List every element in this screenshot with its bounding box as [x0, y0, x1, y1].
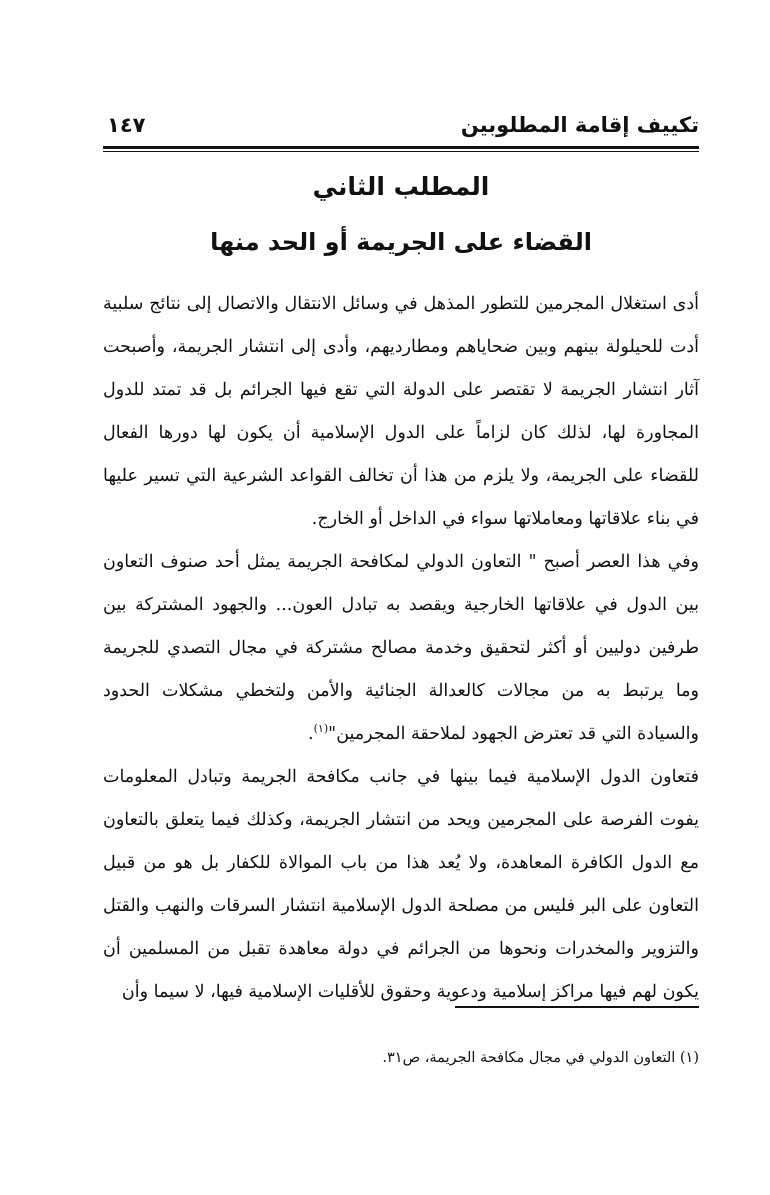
paragraph-1: أدى استغلال المجرمين للتطور المذهل في وسائل الانتقال والاتصال إلى نتائج سلبية أدت للحيلولة بينهم وبين ضحاياهم ومطارديهم، وأدى إلى انتشار الجريمة، وأصبحت آثار انتشار الجريمة لا تقتصر على الدولة التي تقع فيها الجرائم بل قد تمتد للدول المجاورة لها، لذلك كان لزاماً على الدول الإسلامية أن يكون لها دورها الفعال للقضاء على الجريمة، ولا يلزم من هذا أن تخالف القواعد الشرعية التي تسير عليها في بناء علاقاتها ومعاملاتها سواء في الداخل أو الخارج. [103, 294, 699, 529]
header-rule [103, 146, 699, 149]
footnote-reference[interactable]: (١) [313, 722, 329, 736]
page-number: ١٤٧ [107, 113, 146, 137]
section-label: المطلب الثاني [312, 172, 490, 201]
section-title: القضاء على الجريمة أو الحد منها [210, 228, 592, 256]
header-rule-thin [103, 151, 699, 152]
paragraph-2-text: وفي هذا العصر أصبح " التعاون الدولي لمكافحة الجريمة يمثل أحد صنوف التعاون بين الدول في علاقاتها الخارجية ويقصد به تبادل العون... والجهود المشتركة بين طرفين دوليين أو أكثر لتحقيق وخدمة مصالح مشتركة في مجال التصدي للجريمة وما يرتبط به من مجالات كالعدالة الجنائية والأمن ولتخطي مشكلات الحدود والسيادة التي قد تعترض الجهود لملاحقة المجرمين" [103, 552, 699, 744]
paragraph-2 [103, 541, 699, 756]
page-header [103, 107, 699, 147]
paragraph-3: فتعاون الدول الإسلامية فيما بينها في جانب مكافحة الجريمة وتبادل المعلومات يفوت الفرصة على المجرمين ويحد من انتشار الجريمة، وكذلك فيما يتعلق بالتعاون مع الدول الكافرة المعاهدة، ولا يُعد هذا من باب الموالاة للكفار بل هو من قبيل التعاون على البر فليس من مصلحة الدول الإسلامية انتشار السرقات والنهب والقتل والتزوير والمخدرات ونحوها من الجرائم في دولة معاهدة تقبل من المسلمين أن يكون لهم فيها مراكز إسلامية ودعوية وحقوق للأقليات الإسلامية فيها، لا سيما وأن [103, 767, 699, 1002]
footnote: (١) التعاون الدولي في مجال مكافحة الجريمة، ص٣١. [382, 1050, 699, 1066]
body-text [103, 283, 699, 1014]
footnote-separator [455, 1006, 699, 1008]
paragraph-2-end: . [308, 724, 314, 744]
running-title: تكييف إقامة المطلوبين [460, 113, 699, 137]
